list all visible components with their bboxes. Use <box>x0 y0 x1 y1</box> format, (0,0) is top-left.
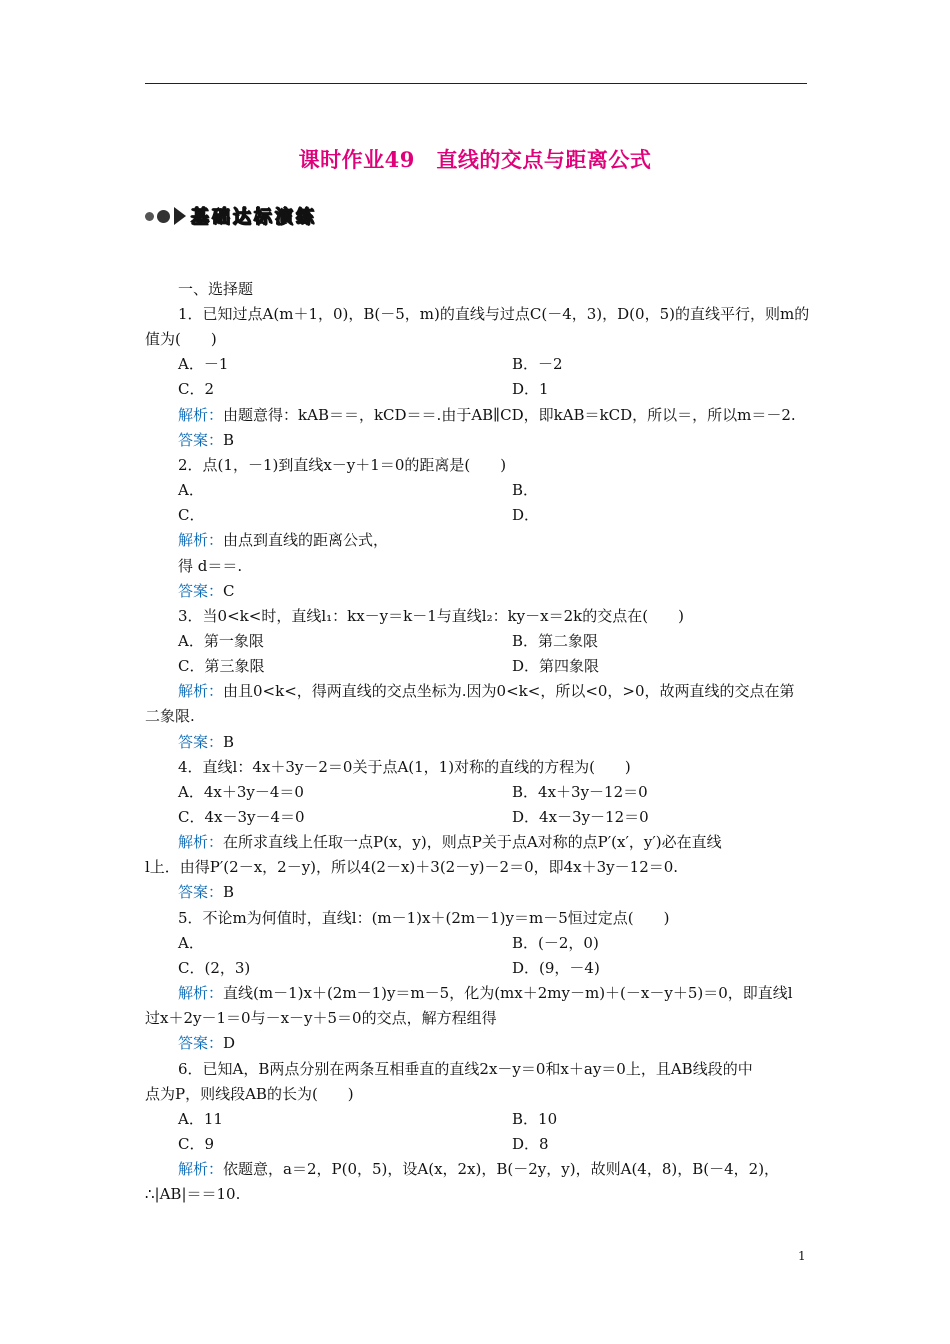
option-b-d: D．1 <box>512 380 549 398</box>
solution-line <box>178 405 796 425</box>
text-line: l上．由得P′(2－x，2－y)，所以4(2－x)＋3(2－y)－2＝0，即4x＋3y－12＝0. <box>145 858 679 876</box>
solution-line <box>178 681 795 701</box>
option-a-c: A． <box>178 934 204 952</box>
option-a-c: C．2 <box>178 380 215 398</box>
option-a-c: A．第一象限 <box>178 632 264 650</box>
line-text: C <box>223 582 235 600</box>
text-line: ∴|AB|＝＝10. <box>145 1185 241 1203</box>
question-line: 2．点(1，－1)到直线x－y＋1＝0的距离是( ) <box>178 456 507 474</box>
question-line: 1．已知过点A(m＋1，0)，B(－5，m)的直线与过点C(－4，3)，D(0，5)的直线平行，则m的 <box>178 305 810 323</box>
line-text: 依题意，a＝2，P(0，5)，设A(x，2x)，B(－2y，y)，故则A(4，8)，B(－4，2)， <box>223 1160 780 1178</box>
solution-label: 解析： <box>178 406 224 424</box>
section-heading: 一、选择题 <box>178 280 254 298</box>
solution-line <box>178 832 722 852</box>
option-b-d: D．第四象限 <box>512 657 600 675</box>
option-a-c: C． <box>178 506 205 524</box>
option-a-c: C．4x－3y－4＝0 <box>178 808 305 826</box>
header-rule <box>145 83 807 84</box>
option-a-c: C．9 <box>178 1135 215 1153</box>
option-a-c: C．第三象限 <box>178 657 265 675</box>
dot-icon <box>145 212 154 221</box>
option-a-c: A．－1 <box>178 355 229 373</box>
solution-line <box>178 983 793 1003</box>
option-b-d: B．第二象限 <box>512 632 599 650</box>
answer-line <box>178 732 234 752</box>
answer-line <box>178 430 234 450</box>
answer-label: 答案： <box>178 733 224 751</box>
solution-label: 解析： <box>178 984 224 1002</box>
text-line: 得 d＝＝. <box>178 557 243 575</box>
page-title: 课时作业49 直线的交点与距离公式 <box>298 147 652 172</box>
line-text: 由点到直线的距离公式， <box>223 531 389 549</box>
question-line: 4．直线l：4x＋3y－2＝0关于点A(1，1)对称的直线的方程为( ) <box>178 758 631 776</box>
line-text: 在所求直线上任取一点P(x，y)，则点P关于点A对称的点P′(x′，y′)必在直线 <box>223 833 722 851</box>
option-b-d: B．(－2，0) <box>512 934 599 952</box>
answer-label: 答案： <box>178 1034 224 1052</box>
solution-label: 解析： <box>178 531 224 549</box>
answer-label: 答案： <box>178 582 224 600</box>
question-line: 6．已知A，B两点分别在两条互相垂直的直线2x－y＝0和x＋ay＝0上，且AB线段的中 <box>178 1060 753 1078</box>
option-a-c: A．4x＋3y－4＝0 <box>178 783 304 801</box>
solution-label: 解析： <box>178 833 224 851</box>
option-b-d: D．(9，－4) <box>512 959 600 977</box>
page-number: 1 <box>798 1249 806 1263</box>
question-line: 3．当0<k<时，直线l₁：kx－y＝k－1与直线l₂：ky－x＝2k的交点在( ) <box>178 607 684 625</box>
solution-line <box>178 530 388 550</box>
section-banner-label: 基础达标演练 <box>191 207 317 228</box>
line-text: 直线(m－1)x＋(2m－1)y＝m－5，化为(mx＋2my－m)＋(－x－y＋5)＝0，即直线l <box>223 984 793 1002</box>
line-text: 由且0<k<，得两直线的交点坐标为.因为0<k<，所以<0，>0，故两直线的交点在第 <box>223 682 795 700</box>
answer-line <box>178 581 235 601</box>
text-line: 值为( ) <box>145 330 217 348</box>
line-text: 由题意得：kAB＝＝，kCD＝＝.由于AB∥CD，即kAB＝kCD，所以＝，所以m＝－2. <box>223 406 796 424</box>
section-banner <box>145 202 317 230</box>
arrow-right-icon <box>174 207 186 225</box>
option-b-d: B．4x＋3y－12＝0 <box>512 783 648 801</box>
line-text: D <box>223 1034 236 1052</box>
answer-label: 答案： <box>178 431 224 449</box>
dot-icon <box>157 210 170 223</box>
solution-label: 解析： <box>178 682 224 700</box>
line-text: B <box>223 883 235 901</box>
solution-line <box>178 1159 779 1179</box>
answer-label: 答案： <box>178 883 224 901</box>
question-line: 5．不论m为何值时，直线l：(m－1)x＋(2m－1)y＝m－5恒过定点( ) <box>178 909 670 927</box>
answer-line <box>178 882 234 902</box>
text-line: 点为P，则线段AB的长为( ) <box>145 1085 354 1103</box>
option-a-c: A．11 <box>178 1110 223 1128</box>
text-line: 过x＋2y－1＝0与－x－y＋5＝0的交点，解方程组得 <box>145 1009 497 1027</box>
solution-label: 解析： <box>178 1160 224 1178</box>
answer-line <box>178 1033 235 1053</box>
option-b-d: B．－2 <box>512 355 563 373</box>
option-b-d: B．10 <box>512 1110 558 1128</box>
option-b-d: D． <box>512 506 540 524</box>
option-b-d: D．4x－3y－12＝0 <box>512 808 649 826</box>
line-text: B <box>223 733 235 751</box>
option-b-d: D．8 <box>512 1135 549 1153</box>
text-line: 二象限. <box>145 707 195 725</box>
line-text: B <box>223 431 235 449</box>
option-a-c: C．(2，3) <box>178 959 251 977</box>
option-a-c: A． <box>178 481 204 499</box>
option-b-d: B． <box>512 481 539 499</box>
